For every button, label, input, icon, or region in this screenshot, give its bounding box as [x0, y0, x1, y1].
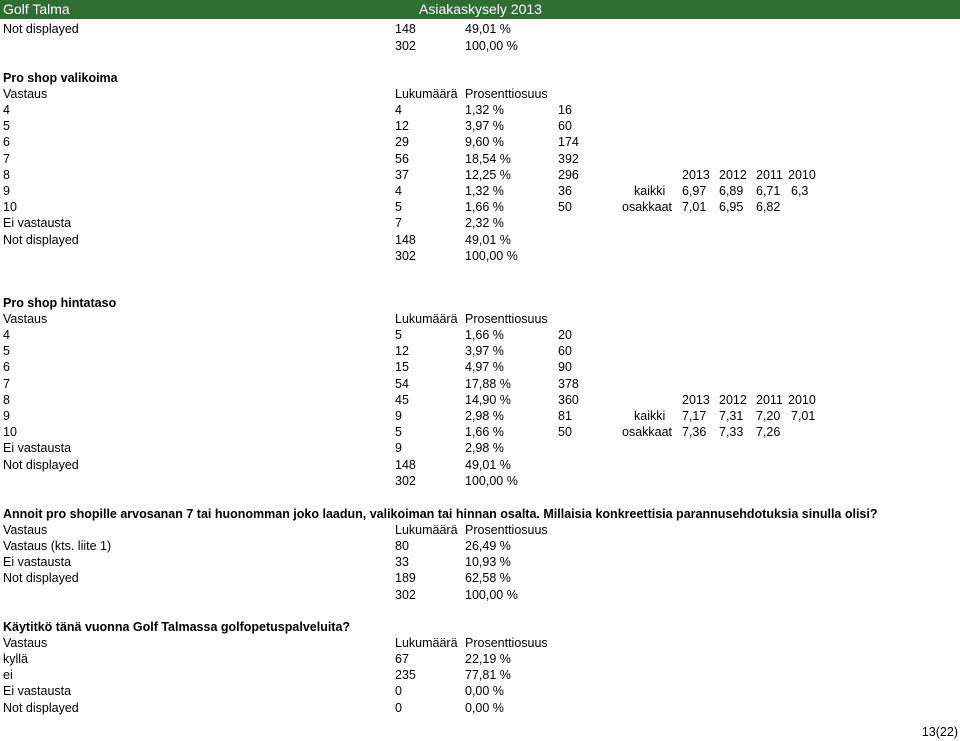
table-row — [0, 424, 960, 440]
page-header — [0, 0, 960, 19]
average-cell: 7,17 — [682, 409, 707, 423]
weighted-cell: 392 — [558, 151, 579, 166]
percent-cell: 22,19 % — [465, 652, 511, 666]
percent-cell: 10,93 % — [465, 555, 511, 570]
answer-cell: 10 — [3, 200, 17, 215]
section-title — [0, 506, 960, 522]
group-label-kaikki: kaikki — [634, 184, 666, 198]
section-title-text: Annoit pro shopille arvosanan 7 tai huonomman joko laadun, valikoiman tai hinnan osalta. Millaisia konkreettisia parannusehdotuksia sinulla olisi? — [3, 507, 878, 521]
total-count-cell: 302 — [395, 473, 416, 488]
column-header-answer: Vastaus — [3, 636, 48, 650]
year-cell: 2013 — [682, 392, 710, 407]
weighted-cell: 296 — [558, 167, 579, 182]
answer-cell: 7 — [3, 151, 10, 166]
year-cell: 2011 — [756, 167, 783, 182]
count-cell: 4 — [395, 103, 402, 117]
year-cell: 2010 — [788, 392, 816, 407]
count-cell: 54 — [395, 376, 409, 391]
answer-cell: Not displayed — [3, 22, 79, 36]
percent-cell: 1,66 % — [465, 200, 504, 215]
year-cell: 2013 — [682, 167, 710, 182]
answer-cell: 6 — [3, 360, 10, 375]
group-label-osakkaat: osakkaat — [622, 200, 673, 215]
average-cell: 7,20 — [756, 409, 781, 423]
percent-cell: 0,00 % — [465, 700, 504, 715]
section-title-text: Käytitkö tänä vuonna Golf Talmassa golfopetuspalveluita? — [3, 620, 351, 634]
column-header-count: Lukumäärä — [395, 523, 458, 537]
count-cell: 9 — [395, 409, 402, 423]
weighted-cell: 60 — [558, 344, 572, 359]
table-row — [0, 408, 960, 424]
table-row — [0, 440, 960, 456]
total-percent-cell: 100,00 % — [465, 39, 518, 53]
weighted-cell: 50 — [558, 200, 572, 215]
answer-cell: Ei vastausta — [3, 441, 72, 456]
table-row — [0, 343, 960, 359]
column-header-percent: Prosenttiosuus — [465, 523, 548, 537]
count-cell: 7 — [395, 216, 402, 231]
table-row — [0, 327, 960, 343]
percent-cell: 49,01 % — [465, 457, 511, 472]
percent-cell: 12,25 % — [465, 167, 511, 182]
answer-cell: 5 — [3, 119, 10, 134]
weighted-cell: 60 — [558, 119, 572, 134]
column-header-answer: Vastaus — [3, 87, 48, 101]
table-row — [0, 457, 960, 473]
percent-cell: 2,98 % — [465, 441, 504, 456]
group-label-osakkaat: osakkaat — [622, 425, 673, 440]
answer-cell: kyllä — [3, 652, 29, 666]
count-cell: 33 — [395, 555, 409, 570]
table-row — [0, 651, 960, 667]
year-cell: 2012 — [719, 167, 747, 182]
percent-cell: 4,97 % — [465, 360, 504, 375]
table-row — [0, 667, 960, 683]
table-header-row — [0, 635, 960, 651]
table-row — [0, 570, 960, 586]
count-cell: 12 — [395, 344, 409, 359]
answer-cell: Not displayed — [3, 457, 79, 472]
table-row — [0, 700, 960, 716]
year-cell: 2010 — [788, 167, 816, 182]
count-cell: 5 — [395, 200, 402, 215]
group-label-kaikki: kaikki — [634, 409, 666, 423]
count-cell: 9 — [395, 441, 402, 456]
table-row — [0, 232, 960, 248]
percent-cell: 18,54 % — [465, 151, 511, 166]
answer-cell: 6 — [3, 135, 10, 150]
column-header-count: Lukumäärä — [395, 636, 458, 650]
percent-cell: 1,66 % — [465, 328, 504, 342]
table-header-row — [0, 86, 960, 102]
average-cell: 7,31 — [719, 409, 744, 423]
header-club-name: Golf Talma — [3, 1, 70, 17]
table-row — [0, 554, 960, 570]
answer-cell: 9 — [3, 409, 10, 423]
percent-cell: 2,98 % — [465, 409, 504, 423]
answer-cell: Not displayed — [3, 232, 79, 247]
percent-cell: 0,00 % — [465, 684, 504, 699]
table-row — [0, 376, 960, 392]
table-row — [0, 134, 960, 150]
percent-cell: 1,32 % — [465, 184, 504, 198]
total-row — [0, 473, 960, 489]
total-count-cell: 302 — [395, 248, 416, 263]
weighted-cell: 50 — [558, 425, 572, 440]
count-cell: 12 — [395, 119, 409, 134]
weighted-cell: 81 — [558, 409, 572, 423]
table-row — [0, 167, 960, 183]
total-row — [0, 587, 960, 603]
average-cell: 7,01 — [791, 409, 816, 423]
count-cell: 148 — [395, 232, 416, 247]
answer-cell: 8 — [3, 167, 10, 182]
total-percent-cell: 100,00 % — [465, 587, 518, 602]
percent-cell: 49,01 % — [465, 22, 511, 36]
percent-cell: 1,32 % — [465, 103, 504, 117]
average-cell: 6,82 — [756, 200, 781, 215]
answer-cell: 4 — [3, 103, 10, 117]
average-cell: 6,71 — [756, 184, 781, 198]
answer-cell: Vastaus (kts. liite 1) — [3, 539, 112, 553]
table-row — [0, 538, 960, 554]
answer-cell: 7 — [3, 376, 10, 391]
column-header-percent: Prosenttiosuus — [465, 87, 548, 101]
column-header-percent: Prosenttiosuus — [465, 636, 548, 650]
table-row — [0, 102, 960, 118]
answer-cell: 5 — [3, 344, 10, 359]
weighted-cell: 360 — [558, 392, 579, 407]
total-row — [0, 38, 960, 54]
weighted-cell: 378 — [558, 376, 579, 391]
average-cell: 7,26 — [756, 425, 781, 440]
average-cell: 6,89 — [719, 184, 744, 198]
table-row — [0, 183, 960, 199]
table-row — [0, 359, 960, 375]
section-title-text: Pro shop hintataso — [3, 296, 117, 310]
count-cell: 45 — [395, 392, 409, 407]
column-header-count: Lukumäärä — [395, 312, 458, 326]
table-row — [0, 199, 960, 215]
count-cell: 5 — [395, 328, 402, 342]
section-title — [0, 295, 960, 311]
weighted-cell: 174 — [558, 135, 579, 150]
table-row — [0, 215, 960, 231]
count-cell: 56 — [395, 151, 409, 166]
count-cell: 0 — [395, 700, 402, 715]
answer-cell: ei — [3, 668, 13, 683]
year-cell: 2011 — [756, 392, 783, 407]
count-cell: 189 — [395, 571, 416, 586]
percent-cell: 3,97 % — [465, 344, 504, 359]
answer-cell: Ei vastausta — [3, 216, 72, 231]
count-cell: 0 — [395, 684, 402, 699]
count-cell: 67 — [395, 652, 409, 666]
count-cell: 15 — [395, 360, 409, 375]
answer-cell: 8 — [3, 392, 10, 407]
table-row — [0, 21, 960, 37]
percent-cell: 2,32 % — [465, 216, 504, 231]
percent-cell: 3,97 % — [465, 119, 504, 134]
count-cell: 5 — [395, 425, 402, 440]
percent-cell: 17,88 % — [465, 376, 511, 391]
total-row — [0, 248, 960, 264]
percent-cell: 14,90 % — [465, 392, 511, 407]
total-percent-cell: 100,00 % — [465, 248, 518, 263]
answer-cell: Ei vastausta — [3, 684, 72, 699]
weighted-cell: 20 — [558, 328, 572, 342]
count-cell: 148 — [395, 22, 416, 36]
average-cell: 7,36 — [682, 425, 707, 440]
count-cell: 4 — [395, 184, 402, 198]
average-cell: 6,95 — [719, 200, 744, 215]
percent-cell: 9,60 % — [465, 135, 504, 150]
table-row — [0, 683, 960, 699]
percent-cell: 77,81 % — [465, 668, 511, 683]
percent-cell: 1,66 % — [465, 425, 504, 440]
column-header-percent: Prosenttiosuus — [465, 312, 548, 326]
weighted-cell: 90 — [558, 360, 572, 375]
answer-cell: Not displayed — [3, 700, 79, 715]
total-count-cell: 302 — [395, 587, 416, 602]
header-title: Asiakaskysely 2013 — [419, 1, 542, 17]
weighted-cell: 36 — [558, 184, 572, 198]
percent-cell: 26,49 % — [465, 539, 511, 553]
average-cell: 7,01 — [682, 200, 707, 215]
total-percent-cell: 100,00 % — [465, 473, 518, 488]
count-cell: 148 — [395, 457, 416, 472]
average-cell: 7,33 — [719, 425, 744, 440]
percent-cell: 49,01 % — [465, 232, 511, 247]
column-header-answer: Vastaus — [3, 312, 48, 326]
table-row — [0, 118, 960, 134]
average-cell: 6,97 — [682, 184, 707, 198]
column-header-answer: Vastaus — [3, 523, 48, 537]
column-header-count: Lukumäärä — [395, 87, 458, 101]
count-cell: 29 — [395, 135, 409, 150]
total-count-cell: 302 — [395, 39, 416, 53]
answer-cell: 10 — [3, 425, 17, 440]
table-row — [0, 151, 960, 167]
table-header-row — [0, 522, 960, 538]
answer-cell: Ei vastausta — [3, 555, 72, 570]
table-row — [0, 392, 960, 408]
page-number: 13(22) — [921, 725, 958, 739]
answer-cell: 9 — [3, 184, 10, 198]
section-title — [0, 619, 960, 635]
count-cell: 80 — [395, 539, 409, 553]
average-cell: 6,3 — [791, 184, 809, 198]
answer-cell: Not displayed — [3, 571, 79, 586]
percent-cell: 62,58 % — [465, 571, 511, 586]
answer-cell: 4 — [3, 328, 10, 342]
year-cell: 2012 — [719, 392, 747, 407]
weighted-cell: 16 — [558, 103, 572, 117]
count-cell: 235 — [395, 668, 416, 683]
section-title — [0, 70, 960, 86]
count-cell: 37 — [395, 167, 409, 182]
table-header-row — [0, 311, 960, 327]
section-title-text: Pro shop valikoima — [3, 71, 118, 85]
